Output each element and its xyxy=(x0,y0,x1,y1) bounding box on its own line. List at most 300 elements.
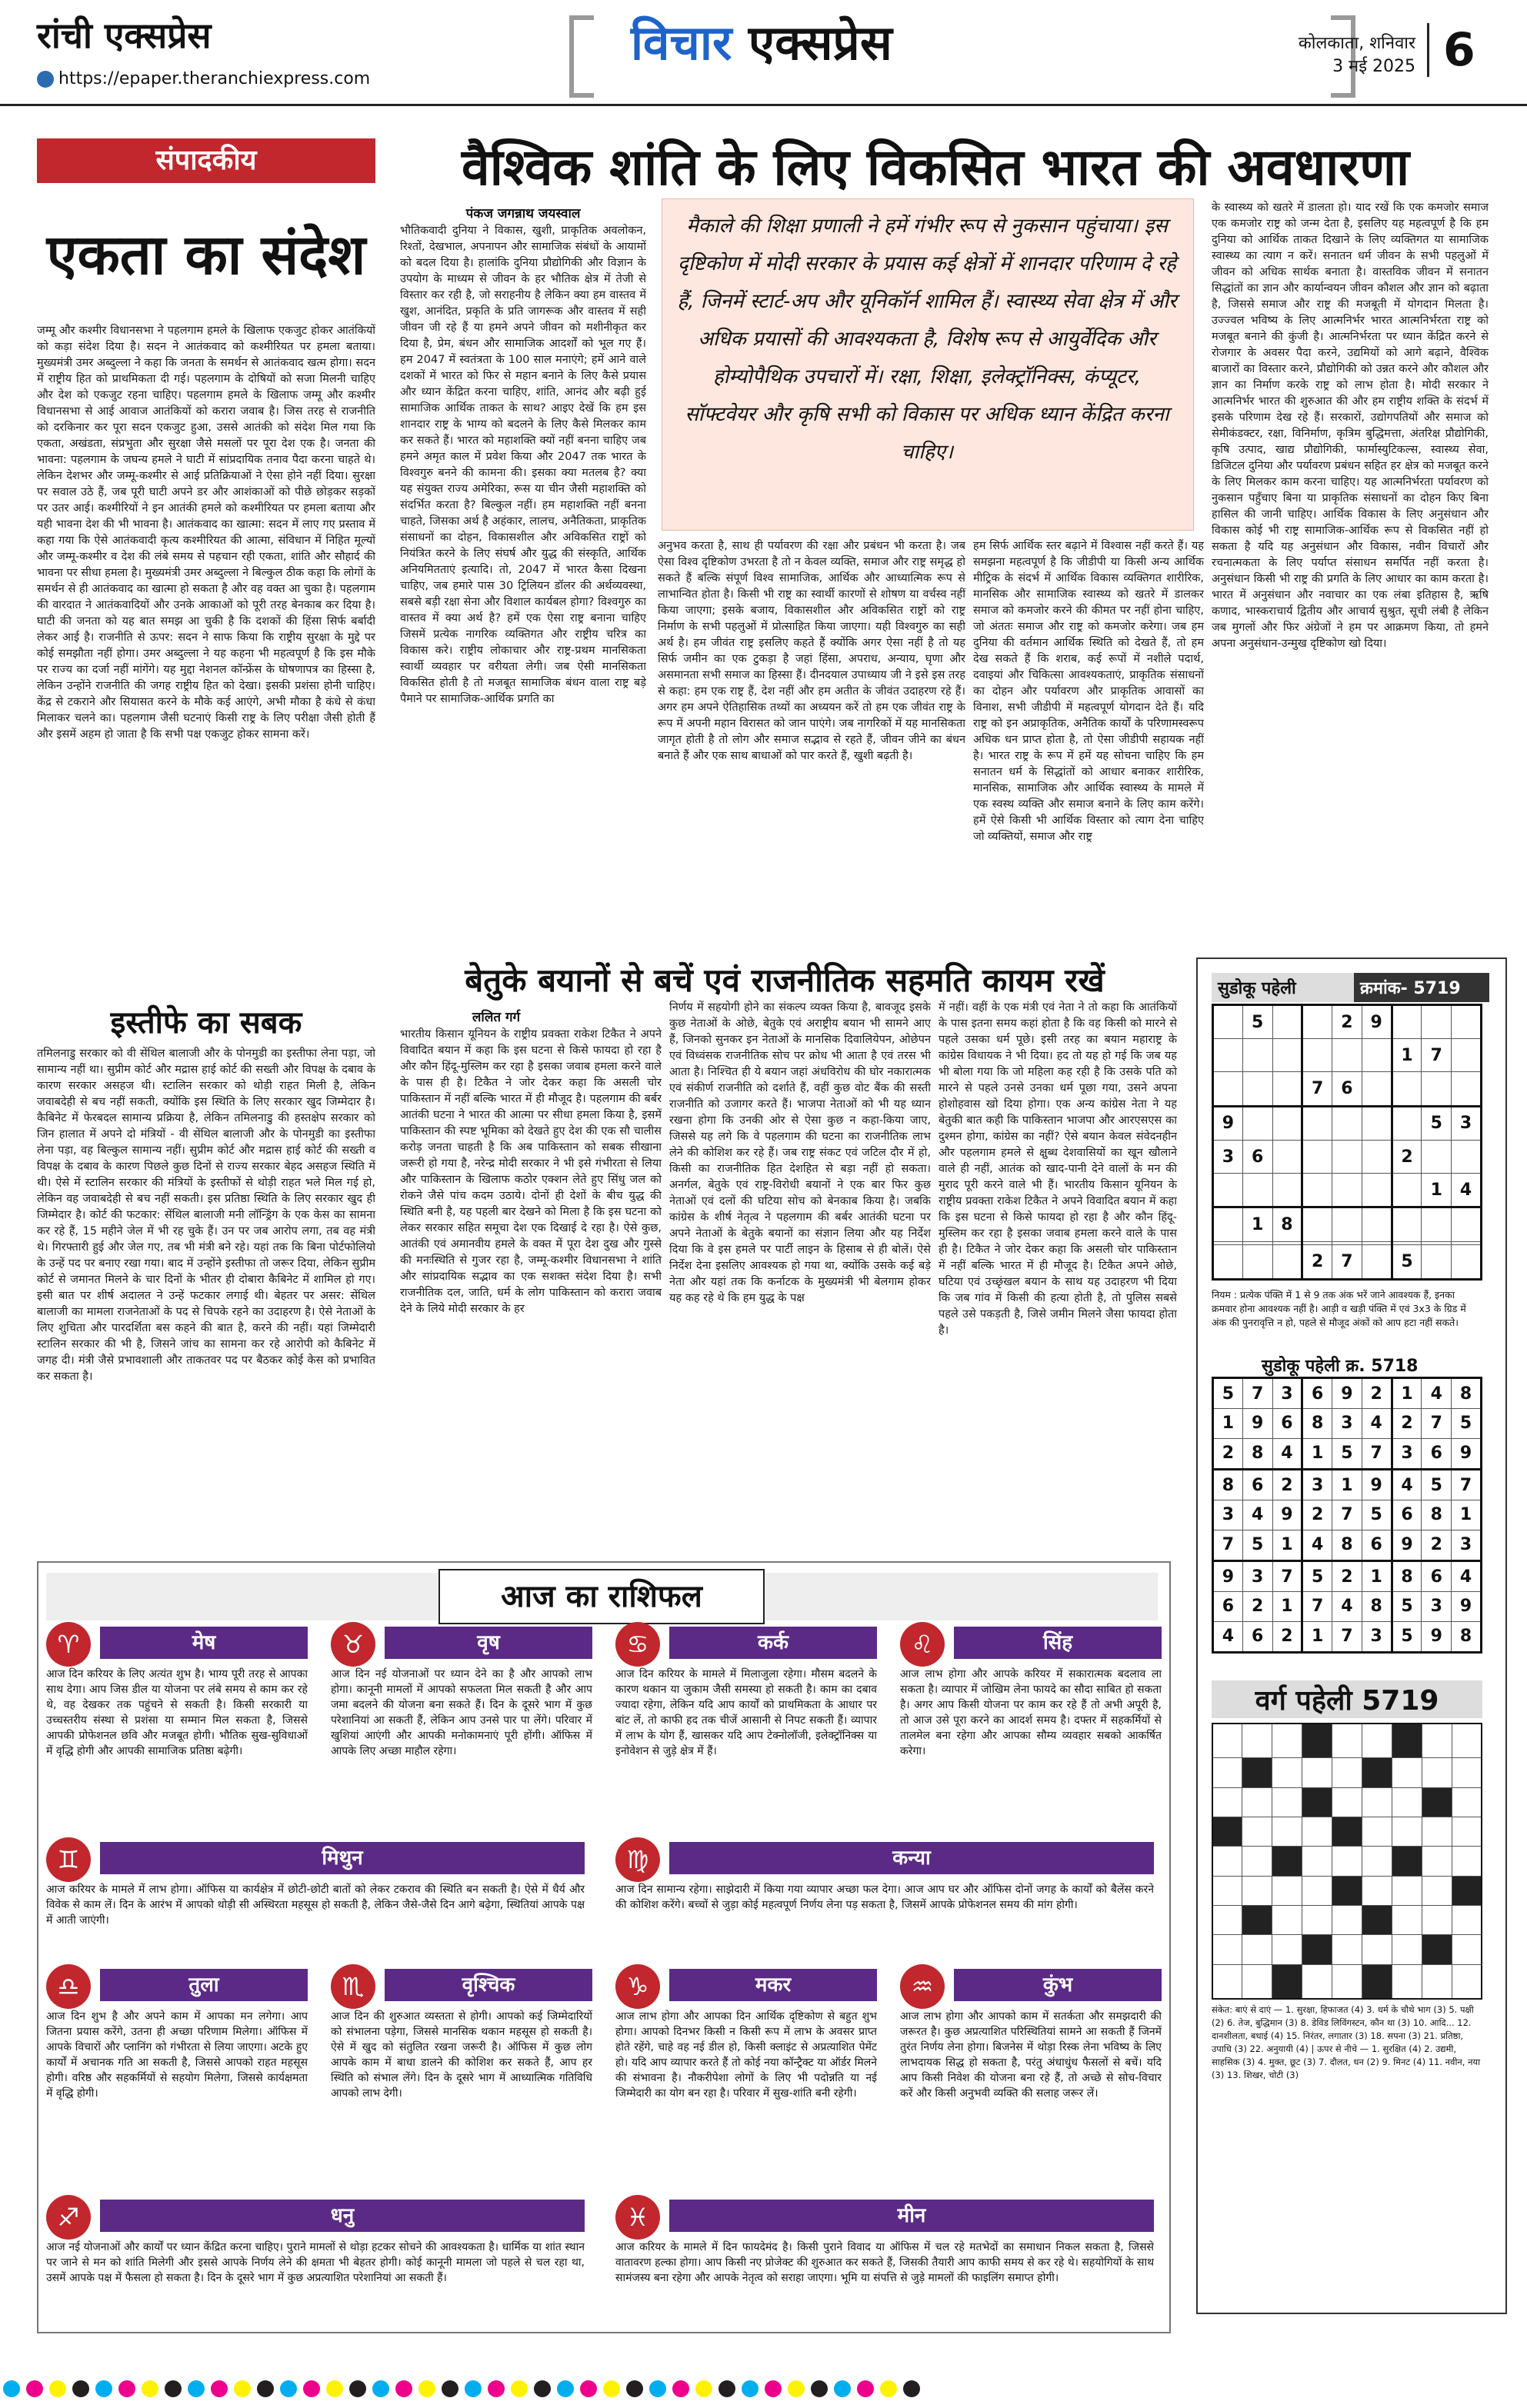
crossword-cell[interactable] xyxy=(1272,1724,1302,1758)
rashi-card xyxy=(46,1969,308,2170)
sudoku-cell: 1 xyxy=(1213,1409,1243,1439)
sudoku-cell[interactable] xyxy=(1242,1039,1272,1072)
article2-col1: भारतीय किसान यूनियन के राष्ट्रीय प्रवक्ता राकेश टिकैत ने अपने विवादित बयान में कहा कि इस घटना से किसे फायदा हो रहा है और कौन हिंदू-मुस्लिम कर रहा है इसका जवाब हमला करने वाले के पास ही है। टिकैत ने जोर देकर कहा कि असली चोर पाकिस्तान में नहीं बल्कि भारत में ही मौजूद है। पहलगाम की बर्बर आतंकी घटना ने भारत की आत्मा पर सीधा हमला किया है, इसमें पाकिस्तान की स्पष्ट भूमिका को देखते हुए देश की एक सौ चालीस करोड़ जनता चाहती है कि अब पाकिस्तान को सबक सीखाना जरूरी हो गया है, नरेन्द्र मोदी सरकार ने भी इसे गंभीरता से लिया और पाकिस्तान के खिलाफ कठोर एक्शन लेते हुए सिंधु जल को रोकने जैसे पांच कदम उठाये। दोनों ही देशों के बीच युद्ध की स्थिति बनी है, यह पहली बार देखने को मिला है कि इस घटना को लेकर सरकार सहित समूचा देश एक दिखाई दे रहा है। ऐसे कुछ, आतंकी एवं अमानवीय हमले के वक्त में पूरा देश दुख और गुस्से की मनःस्थिति से गुजर रहा है, जम्मू-कश्मीर विधानसभा ने शांति और सांप्रदायिक सद्भाव का एक सशक्त संदेश दिया है। सभी राजनीतिक दल, जाति, धर्म के लोग पाकिस्तान को करारा जवाब देने के लिये मोदी सरकार के हर xyxy=(400,1028,662,1315)
sudoku-cell[interactable] xyxy=(1302,1141,1332,1174)
sudoku-cell: 9 xyxy=(1272,1500,1302,1530)
crossword-cell[interactable] xyxy=(1272,1817,1302,1846)
sudoku-cell: 5 xyxy=(1392,1245,1422,1280)
sudoku-cell[interactable] xyxy=(1302,1005,1332,1039)
rashifal-title: आज का राशिफल xyxy=(438,1569,765,1624)
crossword-cell[interactable] xyxy=(1242,1964,1272,1999)
sudoku-row xyxy=(1213,1530,1482,1560)
sudoku-cell: 4 xyxy=(1452,1560,1482,1591)
resign-title: इस्तीफे का सबक xyxy=(110,1005,302,1041)
sudoku-cell: 1 xyxy=(1422,1174,1452,1207)
crossword-cell[interactable] xyxy=(1452,1724,1482,1758)
crossword-cell[interactable] xyxy=(1452,1787,1482,1817)
crossword-cell[interactable] xyxy=(1392,1758,1422,1787)
registration-dot xyxy=(372,2380,389,2397)
crossword-cell[interactable] xyxy=(1212,1964,1242,1999)
sudoku-cell: 2 xyxy=(1332,1005,1362,1039)
registration-dot xyxy=(257,2380,274,2397)
sudoku1-grid[interactable] xyxy=(1212,1004,1482,1281)
brand-logo: रांची एक्सप्रेस xyxy=(37,15,212,56)
sudoku-cell[interactable] xyxy=(1213,1207,1243,1241)
sudoku-cell[interactable] xyxy=(1392,1005,1422,1039)
sudoku-cell: 4 xyxy=(1422,1378,1452,1409)
crossword-cell[interactable] xyxy=(1392,1964,1422,1999)
sudoku-cell: 8 xyxy=(1362,1592,1392,1622)
article1-author: पंकज जगन्नाथ जयस्वाल xyxy=(465,206,581,221)
sudoku-cell: 1 xyxy=(1272,1530,1302,1560)
sudoku-cell: 4 xyxy=(1452,1174,1482,1207)
crossword-row xyxy=(1212,1787,1482,1817)
sudoku-cell: 3 xyxy=(1213,1141,1243,1174)
crossword-cell[interactable] xyxy=(1242,1876,1272,1905)
crossword-cell[interactable] xyxy=(1452,1935,1482,1964)
sudoku-cell[interactable] xyxy=(1362,1039,1392,1072)
crossword-cell[interactable] xyxy=(1242,1935,1272,1964)
crossword-cell[interactable] xyxy=(1452,1817,1482,1846)
sudoku-cell: 7 xyxy=(1213,1530,1243,1560)
sudoku-cell: 9 xyxy=(1422,1621,1452,1652)
rashi-name: मेष xyxy=(100,1627,308,1659)
crossword-cell[interactable] xyxy=(1212,1724,1242,1758)
sudoku-cell: 8 xyxy=(1332,1530,1362,1560)
sudoku-row xyxy=(1213,1141,1482,1174)
registration-dot xyxy=(303,2380,320,2397)
registration-dot xyxy=(142,2380,158,2397)
crossword-cell[interactable] xyxy=(1302,1964,1332,1999)
sudoku-cell: 9 xyxy=(1213,1560,1243,1591)
sudoku-cell[interactable] xyxy=(1452,1141,1482,1174)
rashi-text: आज दिन करियर के मामले में मिलाजुला रहेगा। मौसम बदलने के कारण थकान या जुकाम जैसी समस्या हो सकती है। काम का दबाव ज्यादा रहेगा, लेकिन यदि आप कार्यों को प्राथमिकता के आधार पर बांट लें, तो काफी हद तक चीजें आसानी से निपट सकती हैं। व्यापार में लाभ के योग हैं, खासकर यदि आप टेक्नोलॉजी, इलेक्ट्रॉनिक्स या इनोवेशन से जुड़े क्षेत्र में हैं। xyxy=(615,1668,877,1757)
crossword-cell[interactable] xyxy=(1422,1724,1452,1758)
crossword-cell[interactable] xyxy=(1272,1758,1302,1787)
crossword-cell[interactable] xyxy=(1302,1758,1332,1787)
crossword-cell[interactable] xyxy=(1332,1847,1362,1876)
zodiac-1-icon: ♈ xyxy=(46,1622,91,1667)
sudoku-cell: 6 xyxy=(1213,1592,1243,1622)
sudoku-cell: 7 xyxy=(1332,1245,1362,1280)
crossword-title: वर्ग पहेली 5719 xyxy=(1212,1680,1482,1718)
crossword-cell[interactable] xyxy=(1452,1758,1482,1787)
rashi-text: आज करियर के मामले में लाभ होगा। ऑफिस या कार्यक्षेत्र में छोटी-छोटी बातों को लेकर टकराव की स्थिति बन सकती है। ऐसे में धैर्य और विवेक से काम लें। दिन के आरंभ में आपको थोड़ी सी अस्थिरता महसूस हो सकती है, लेकिन जैसे-जैसे दिन आगे बढ़ेगा, स्थितियां आपके पक्ष में आती जाएंगी। xyxy=(46,1883,585,1927)
sudoku-cell[interactable] xyxy=(1452,1207,1482,1241)
sudoku-cell: 9 xyxy=(1452,1592,1482,1622)
sudoku-cell[interactable] xyxy=(1422,1141,1452,1174)
sudoku-cell: 7 xyxy=(1242,1378,1272,1409)
zodiac-7-icon: ♎ xyxy=(46,1964,91,2009)
sudoku-cell: 6 xyxy=(1242,1621,1272,1652)
crossword-cell[interactable] xyxy=(1452,1905,1482,1934)
zodiac-6-icon: ♍ xyxy=(615,1837,660,1882)
registration-dot xyxy=(626,2380,643,2397)
sudoku-cell[interactable] xyxy=(1452,1245,1482,1280)
sudoku2-grid xyxy=(1212,1377,1482,1654)
crossword-cell[interactable] xyxy=(1422,1964,1452,1999)
crossword-cell[interactable] xyxy=(1362,1787,1392,1817)
sudoku-cell[interactable] xyxy=(1362,1174,1392,1207)
epaper-url[interactable] xyxy=(37,69,370,88)
crossword-cell[interactable] xyxy=(1302,1876,1332,1905)
resign-body: तमिलनाडु सरकार को वी सेंथिल बालाजी और के पोनमुडी का इस्तीफा लेना पड़ा, जो सामान्य नहीं था। सुप्रीम कोर्ट और मद्रास हाई कोर्ट की सख्ती और विपक्ष के दबाव के कारण सरकार असहज थी। स्टालिन सरकार को थोड़ी राहत मिली है, लेकिन जवाबदेही से बच नहीं सकती, क्योंकि इस स्थिति के लिए सरकार खुद जिम्मेदार है। कैबिनेट में फेरबदल सामान्य प्रक्रिया है, लेकिन तमिलनाडु की हस्तक्षेप सरकार को जिन हालात में अपने दो मंत्रियों - वी सेंथिल बालाजी और के पोनमुडी का इस्तीफा लेना पड़ा, वह बिल्कुल सामान्य नहीं। सुप्रीम कोर्ट और मद्रास हाई कोर्ट की सख्ती व विपक्ष के दबाव के कारण पिछले कुछ दिनों से राज्य सरकार बेहद असहज स्थिति में थी। ऐसे में स्टालिन सरकार की मंत्रियों के इस्तीफों से थोड़ी राहत भले मिल गई हो, लेकिन वह जवाबदेही से बच नहीं सकती। इस प्रतिष्ठा स्थिति के लिए सरकार खुद ही जिम्मेदार है। कोर्ट की फटकार: सेंथिल बालाजी मनी लॉन्ड्रिंग के एक केस का सामना कर रहे हैं, 15 महीने जेल में भी रह चुके हैं। उन पर जब आरोप लगा, तब वह मंत्री थे। गिरफ्तारी हुई और जेल गए, तब भी मंत्री बने रहे। यहां तक कि बिना पोर्टफोलियो के उन्हें पद पर बनाए रखा गया। बाद में उन्होंने इस्तीफा तो जरूर दिया, लेकिन सुप्रीम कोर्ट से जमानत मिलने के चार दिनों के भीतर ही दोबारा कैबिनेट में शामिल हो गए। इसी बात पर शीर्ष अदालत ने उन्हें फटकार लगाई थी। बेहतर पर असर: सेंथिल बालाजी का मामला राजनेताओं के पद से चिपके रहने का उदाहरण है। ऐसे नेताओं के लिए शुचिता और पारदर्शिता बस कहने की बात है, करने की नहीं। यहां जिम्मेदारी स्टालिन सरकार की भी है, जिसने जांच का सामना कर रहे आरोपी को कैबिनेट में जगह दी। मंत्री जैसे प्रभावशाली और ताकतवर पद पर बैठकर कोई केस को प्रभावित कर सकता है। xyxy=(37,1047,375,1383)
sudoku-cell: 2 xyxy=(1422,1530,1452,1560)
sudoku-cell[interactable] xyxy=(1272,1039,1302,1072)
sudoku-row xyxy=(1213,1621,1482,1652)
crossword-cell[interactable] xyxy=(1242,1847,1272,1876)
crossword-cell[interactable] xyxy=(1212,1758,1242,1787)
sudoku-cell: 3 xyxy=(1422,1592,1452,1622)
registration-dot xyxy=(695,2380,712,2397)
sudoku-cell: 5 xyxy=(1422,1106,1452,1140)
crossword-block xyxy=(1302,1724,1332,1758)
rashi-name: वृष xyxy=(385,1627,592,1659)
registration-dot xyxy=(188,2380,205,2397)
crossword-cell[interactable] xyxy=(1362,1724,1392,1758)
sudoku-row xyxy=(1213,1500,1482,1530)
crossword-block xyxy=(1302,1787,1332,1817)
crossword-row xyxy=(1212,1964,1482,1999)
sudoku-cell[interactable] xyxy=(1272,1245,1302,1280)
crossword-block xyxy=(1362,1758,1392,1787)
zodiac-5-icon: ♊ xyxy=(46,1837,91,1882)
sudoku-cell: 3 xyxy=(1452,1106,1482,1140)
page-number: 6 xyxy=(1427,23,1475,77)
sudoku-cell[interactable] xyxy=(1302,1039,1332,1072)
registration-dot xyxy=(72,2380,89,2397)
sudoku-row xyxy=(1213,1245,1482,1280)
crossword-block xyxy=(1302,1935,1332,1964)
sudoku-cell: 7 xyxy=(1422,1409,1452,1439)
crossword-cell[interactable] xyxy=(1332,1724,1362,1758)
sudoku-cell[interactable] xyxy=(1332,1141,1362,1174)
sudoku-cell: 7 xyxy=(1332,1621,1362,1652)
crossword-cell[interactable] xyxy=(1272,1905,1302,1934)
sudoku-cell: 2 xyxy=(1242,1592,1272,1622)
rashi-card xyxy=(615,2200,1154,2324)
editorial-label: संपादकीय xyxy=(37,138,375,183)
crossword-cell[interactable] xyxy=(1332,1787,1362,1817)
sudoku-cell: 4 xyxy=(1213,1621,1243,1652)
sudoku-cell: 7 xyxy=(1452,1469,1482,1500)
registration-dot xyxy=(742,2380,758,2397)
crossword-row xyxy=(1212,1876,1482,1905)
crossword-cell[interactable] xyxy=(1272,1935,1302,1964)
sudoku-cell: 2 xyxy=(1272,1469,1302,1500)
sudoku-cell: 6 xyxy=(1302,1378,1332,1409)
rashi-card xyxy=(900,1969,1162,2170)
sudoku-cell[interactable] xyxy=(1302,1174,1332,1207)
article1-col-mid-a: अनुभव करता है, साथ ही पर्यावरण की रक्षा और प्रबंधन भी करता है। जब ऐसा विश्व दृष्टिकोण उभरता है तो न केवल व्यक्ति, समाज और राष्ट्र समृद्ध हो सकते हैं बल्कि संपूर्ण विश्व सामाजिक, आर्थिक और आध्यात्मिक रूप से लाभान्वित होता है। किसी भी राष्ट्र का स्वार्थी कारणों से शोषण या वर्चस्व नहीं किया जाएगा; इसके बजाय, विकासशील और अविकसित राष्ट्रों को राष्ट्र निर्माण के सभी पहलुओं में प्रोत्साहित किया जाएगा। यही विश्वगुरु का सही अर्थ है। हम जीवंत राष्ट्र इसलिए कहते हैं क्योंकि अगर ऐसा नहीं है तो यह सिर्फ जमीन का एक टुकड़ा है जहां हिंसा, अपराध, अन्याय, घृणा और असमानता सभी समाज का हिस्सा हैं। दीनदयाल उपाध्याय जी ने इसे इस तरह से कहा: हम एक राष्ट्र हैं, देश नहीं और हम अतीत के जीवंत उदाहरण रहे हैं। अगर हम अपने ऐतिहासिक तथ्यों का अध्ययन करें तो हम एक जीवंत राष्ट्र के रूप में अपनी महान विरासत को जान पाएंगे। जब नागरिकों में यह मानसिकता जागृत होती है तो लोग और समाज सद्भाव से रहते हैं, जीवन जीने का बंधन बनाते हैं और एक साथ बाधाओं को पार करते हैं, खुशी बढ़ती है। xyxy=(658,540,965,762)
crossword-cell[interactable] xyxy=(1332,1935,1362,1964)
crossword-cell[interactable] xyxy=(1272,1787,1302,1817)
sudoku-cell[interactable] xyxy=(1452,1039,1482,1072)
sudoku-cell: 7 xyxy=(1332,1500,1362,1530)
sudoku-cell[interactable] xyxy=(1213,1005,1243,1039)
crossword-cell[interactable] xyxy=(1212,1905,1242,1934)
sudoku-cell[interactable] xyxy=(1362,1141,1392,1174)
registration-dot xyxy=(857,2380,874,2397)
crossword-block xyxy=(1242,1905,1272,1934)
crossword-cell[interactable] xyxy=(1392,1787,1422,1817)
sudoku-cell[interactable] xyxy=(1362,1207,1392,1241)
sudoku-row xyxy=(1213,1207,1482,1241)
crossword-cell[interactable] xyxy=(1392,1817,1422,1846)
crossword-row xyxy=(1212,1758,1482,1787)
sudoku-cell: 3 xyxy=(1242,1560,1272,1591)
sudoku-cell[interactable] xyxy=(1242,1106,1272,1140)
registration-dot xyxy=(326,2380,343,2397)
sudoku-cell: 3 xyxy=(1302,1469,1332,1500)
sudoku-row xyxy=(1213,1005,1482,1039)
sudoku-cell: 7 xyxy=(1272,1560,1302,1591)
sudoku-cell: 6 xyxy=(1392,1500,1422,1530)
crossword-row xyxy=(1212,1817,1482,1846)
crossword-block xyxy=(1272,1964,1302,1999)
registration-dot xyxy=(442,2380,458,2397)
sudoku-cell[interactable] xyxy=(1332,1207,1362,1241)
crossword-row xyxy=(1212,1935,1482,1964)
sudoku-cell[interactable] xyxy=(1302,1106,1332,1140)
registration-dot xyxy=(234,2380,251,2397)
sudoku-cell: 4 xyxy=(1272,1438,1302,1469)
crossword-cell[interactable] xyxy=(1332,1964,1362,1999)
sudoku-cell[interactable] xyxy=(1272,1106,1302,1140)
crossword-cell[interactable] xyxy=(1242,1724,1272,1758)
crossword-cell[interactable] xyxy=(1332,1758,1362,1787)
article2-author: ललित गर्ग xyxy=(472,1010,521,1025)
sudoku-cell[interactable] xyxy=(1362,1072,1392,1106)
rashi-card xyxy=(46,1627,308,1828)
editorial-title: एकता का संदेश xyxy=(46,222,366,287)
crossword-cell[interactable] xyxy=(1212,1876,1242,1905)
rashi-text: आज लाभ होगा और आपका दिन आर्थिक दृष्टिकोण से बहुत शुभ होगा। आपको दिनभर किसी न किसी रूप में लाभ के अवसर प्राप्त होते रहेंगे, चाहे वह नई डील हो, किसी क्लाइंट से अप्रत्याशित पेमेंट हो। यदि आप व्यापार करते हैं तो कोई नया कॉन्ट्रैक्ट या ऑर्डर मिलने की संभावना है। नौकरीपेशा लोगों के लिए भी पदोन्नति या नई जिम्मेदारी का योग बन रहा है। परिवार में सुख-शांति बनी रहेगी। xyxy=(615,2010,877,2100)
crossword-cell[interactable] xyxy=(1242,1817,1272,1846)
crossword-table xyxy=(1212,1723,1482,2000)
sudoku-cell: 5 xyxy=(1392,1621,1422,1652)
sudoku-cell[interactable] xyxy=(1422,1245,1452,1280)
rashi-text: आज दिन की शुरुआत व्यस्तता से होगी। आपको कई जिम्मेदारियों को संभालना पड़ेगा, जिससे मानसिक थकान महसूस हो सकती है। ऐसे में खुद को संतुलित रखना जरूरी है। ऑफिस में कुछ लोग आपके काम में बाधा डालने की कोशिश कर सकते हैं, आप हर स्थिति को संभाल लेंगे। दिन के दूसरे भाग में आध्यात्मिक गतिविधि आपको लाभ देगी। xyxy=(331,2010,592,2100)
sudoku-cell: 1 xyxy=(1332,1469,1362,1500)
crossword-cell[interactable] xyxy=(1362,1935,1392,1964)
sudoku-cell[interactable] xyxy=(1272,1141,1302,1174)
article1-col-left: भौतिकवादी दुनिया ने विकास, खुशी, प्राकृतिक अवलोकन, रिश्तों, देखभाल, अपनापन और सामाजिक संबंधों के आयामों को बदल दिया है। हालांकि दुनिया प्रौद्योगिकी और विज्ञान के उपयोग के माध्यम से जीवन के हर भौतिक क्षेत्र में तेजी से विस्तार कर रही है, जो सराहनीय है लेकिन क्या हम वास्तव में खुश, आनंदित, प्रकृति के प्रति जागरूक और वास्तव में सही जीवन जी रहे हैं या हमने अपने जीवन को मशीनीकृत कर दिया है, प्रेम, बंधन और सामाजिक आदर्शों को भूल गए हैं। हम 2047 में स्वतंत्रता के 100 साल मनाएंगे; हमें आने वाले दशकों में भारत को फिर से महान बनाने के लिए कैसे प्रयास और ध्यान केंद्रित करना चाहिए, शांति, आनंद और बढ़ी हुई सामाजिक आर्थिक ताकत के साथ? आइए देखें कि हम इस शानदार राष्ट्र के भाग्य को बदलने के लिए कैसे मिलकर काम कर सकते हैं। भारत को महाशक्ति क्यों नहीं बनना चाहिए जब हमने अमृत काल में प्रवेश किया और 2047 तक भारत के विश्वगुरु बनने की कामना की। इसका क्या मतलब है? क्या यह संयुक्त राज्य अमेरिका, रूस या चीन जैसी महाशक्ति को संदर्भित करता है? बिल्कुल नहीं। हम महाशक्ति नहीं बनना चाहते, जिसका अर्थ है अहंकार, लालच, अनैतिकता, प्राकृतिक संसाधनों का दोहन, विकासशील और अविकसित राष्ट्रों को नियंत्रित करने के लिए संघर्ष और युद्ध की संस्कृति, आर्थिक अनियमितताएं इत्यादि। तो, 2047 में भारत कैसा दिखना चाहिए, जब हमारे पास 30 ट्रिलियन डॉलर की अर्थव्यवस्था, सबसे बड़ी रक्षा सेना और विशाल कार्यबल होगा? विश्वगुरु का वास्तव में क्या अर्थ है? हमें एक ऐसा राष्ट्र बनाना चाहिए जिसमें प्रत्येक नागरिक व्यक्तिगत और राष्ट्रीय चरित्र का विकास करे। राष्ट्रीय लोकाचार और राष्ट्र-प्रथम मानसिकता स्वार्थी व्यवहार पर वरीयता लेगी। जब ऐसी मानसिकता विकसित होती है तो मजबूत सामाजिक बंधन वाला राष्ट्र बड़े पैमाने पर सामाजिक-आर्थिक प्रगति का xyxy=(400,225,646,705)
crossword-cell[interactable] xyxy=(1212,1935,1242,1964)
crossword-cell[interactable] xyxy=(1392,1876,1422,1905)
rashi-card xyxy=(615,1842,1154,1967)
zodiac-11-icon: ♐ xyxy=(46,2195,91,2240)
article1-col-right: के स्वास्थ्य को खतरे में डालता हो। याद रखें कि एक कमजोर समाज एक कमजोर राष्ट्र को जन्म देता है, इसलिए यह महत्वपूर्ण है कि हम दुनिया को आर्थिक ताकत दिखाने के लिए व्यक्तिगत या सामाजिक स्वास्थ्य का त्याग न करें। सनातन धर्म जीवन के सभी पहलुओं में जीवन को अधिक सार्थक बनाता है। वास्तविक जीवन में सनातन सिद्धांतों का ज्ञान और कार्यान्वयन जीवन कौशल और ज्ञान को बढ़ाता है, जिससे समाज और राष्ट्र की मजबूती में योगदान मिलता है। उज्ज्वल भविष्य के लिए आत्मनिर्भर भारत आत्मनिर्भरता राष्ट्र को मजबूत बनाने की कुंजी है। आत्मनिर्भरता पर ध्यान केंद्रित करने से रोजगार के अवसर पैदा करने, उद्यमियों को आगे बढ़ाने, वैश्विक बाजारों का विस्तार करने, प्रौद्योगिकी को उन्नत करने और कौशल और ज्ञान का निर्माण करके राष्ट्र को लाभ होता है। मोदी सरकार ने आत्मनिर्भर भारत की शुरुआत की और हम राष्ट्रीय शक्ति के संदर्भ में इसके परिणाम देख रहे हैं। सरकारों, उद्योगपतियों और समाज को सेमीकंडक्टर, रक्षा, विनिर्माण, कृत्रिम बुद्धिमत्ता, अंतरिक्ष प्रौद्योगिकी, कृषि उत्पाद, खाद्य प्रौद्योगिकी, फार्मास्युटिकल्स, स्वास्थ्य सेवा, डिजिटल दुनिया और पर्यावरण प्रबंधन सहित हर क्षेत्र को मजबूत करने के लिए मिलकर काम करना चाहिए। यह आत्मनिर्भरता पर्यावरण को नुकसान पहुँचाए बिना या प्राकृतिक संसाधनों का दोहन किए बिना हासिल की जानी चाहिए। आर्थिक विकास के लिए अनुसंधान और विकास कोई भी राष्ट्र सामाजिक-आर्थिक रूप से विकसित नहीं हो सकता है यदि यह अनुसंधान और विकास, नवीन विचारों और रचनात्मकता के लिए पर्याप्त संसाधन समर्पित नहीं करता है। अनुसंधान किसी भी राष्ट्र की प्रगति के लिए आधार का काम करता है। भारत में अनुसंधान और नवाचार का एक लंबा इतिहास है, ऋषि कणाद, भास्कराचार्य द्वितीय और आचार्य सुश्रुत, सूची लंबी है लेकिन जब मुगलों और फिर अंग्रेजों ने हम पर आक्रमण किया, तो हमने अपना अनुसंधान-उन्मुख दृष्टिकोण खो दिया। xyxy=(1212,201,1489,650)
sudoku-table xyxy=(1212,1004,1482,1281)
sudoku-cell[interactable] xyxy=(1332,1106,1362,1140)
sudoku-cell[interactable] xyxy=(1422,1072,1452,1106)
crossword-cell[interactable] xyxy=(1362,1876,1392,1905)
crossword-cell[interactable] xyxy=(1332,1905,1362,1934)
sudoku-cell[interactable] xyxy=(1452,1005,1482,1039)
rashi-name: मकर xyxy=(669,1969,877,2001)
registration-dot xyxy=(26,2380,43,2397)
registration-dot xyxy=(580,2380,597,2397)
sudoku-row xyxy=(1213,1072,1482,1106)
crossword-block xyxy=(1422,1787,1452,1817)
sudoku-cell: 4 xyxy=(1332,1592,1362,1622)
zodiac-3-icon: ♋ xyxy=(615,1622,660,1667)
crossword-row xyxy=(1212,1905,1482,1934)
sudoku-row xyxy=(1213,1469,1482,1500)
registration-dot xyxy=(880,2380,897,2397)
sudoku-cell[interactable] xyxy=(1213,1245,1243,1280)
sudoku-cell: 6 xyxy=(1422,1438,1452,1469)
rashi-text: आज लाभ होगा और आपको काम में सतर्कता और समझदारी की जरूरत है। कुछ अप्रत्याशित परिस्थितियां सामने आ सकती हैं जिनमें तुरंत निर्णय लेना होगा। बिजनेस में थोड़ा रिस्क लेना भविष्य के लिए लाभदायक सिद्ध हो सकता है, परंतु अंधाधुंध फैसलों से बचें। यदि आप किसी निवेश की योजना बना रहे हैं, तो अच्छे से सोच-विचार करें और किसी अनुभवी व्यक्ति की सलाह जरूर लें। xyxy=(900,2010,1162,2100)
sudoku-cell: 3 xyxy=(1332,1409,1362,1439)
sudoku-cell[interactable] xyxy=(1332,1039,1362,1072)
crossword-grid[interactable] xyxy=(1212,1723,1482,2000)
date: 3 मई 2025 xyxy=(1332,57,1415,76)
sudoku-cell: 5 xyxy=(1332,1438,1362,1469)
sudoku-row xyxy=(1213,1106,1482,1140)
crossword-cell[interactable] xyxy=(1422,1905,1452,1934)
sudoku-cell: 5 xyxy=(1242,1005,1272,1039)
registration-dot xyxy=(511,2380,528,2397)
epaper-url-text[interactable]: https://epaper.theranchiexpress.com xyxy=(58,69,371,88)
sudoku-cell: 1 xyxy=(1272,1592,1302,1622)
registration-dot xyxy=(418,2380,435,2397)
sudoku-cell[interactable] xyxy=(1392,1072,1422,1106)
sudoku2-title: सुडोकू पहेली क्र. 5718 xyxy=(1262,1357,1419,1376)
sudoku-cell: 3 xyxy=(1392,1438,1422,1469)
crossword-cell[interactable] xyxy=(1452,1964,1482,1999)
sudoku-cell: 2 xyxy=(1392,1141,1422,1174)
crossword-cell[interactable] xyxy=(1452,1847,1482,1876)
rashi-name: कन्या xyxy=(669,1842,1154,1874)
rashi-text: आज करियर के मामले में दिन फायदेमंद है। किसी पुराने विवाद या ऑफिस में चल रहे मतभेदों का समाधान निकल सकता है, जिससे वातावरण हल्का होगा। आप किसी नए प्रोजेक्ट की शुरुआत कर सकते हैं, जिसकी तैयारी आप काफी समय से कर रहे थे। सहयोगियों के साथ सामंजस्य बना रहेगा और आपके नेतृत्व को सराहा जाएगा। भूमि या संपत्ति से जुड़े मामलों की फाइलिंग समाप्त होगी। xyxy=(615,2241,1154,2284)
sudoku-cell: 6 xyxy=(1362,1530,1392,1560)
rashi-text: आज दिन सामान्य रहेगा। साझेदारी में किया गया व्यापार अच्छा फल देगा। आज आप घर और ऑफिस दोनों जगह के कार्यों को बैलेंस करने की कोशिश करेंगे। बच्चों से जुड़ा कोई महत्वपूर्ण निर्णय लेना पड़ सकता है, जिसमें आपके प्रोफेशनल समय की मांग होगी। xyxy=(615,1883,1154,1911)
sudoku-cell: 4 xyxy=(1362,1409,1392,1439)
crossword-cell[interactable] xyxy=(1422,1758,1452,1787)
crossword-cell[interactable] xyxy=(1272,1876,1302,1905)
sudoku-cell: 7 xyxy=(1302,1592,1332,1622)
sudoku-cell[interactable] xyxy=(1213,1039,1243,1072)
sudoku-cell[interactable] xyxy=(1242,1072,1272,1106)
article2-col3: में नहीं। वहीं के एक मंत्री एवं नेता ने तो कहा कि आतंकियों के पास इतना समय कहां होता है कि वह किसी को मारने से पहले उसका धर्म पूछे। इसी तरह का बयान महाराष्ट्र के कांग्रेस विधायक ने भी दिया। हद तो यह हो गई कि जब यह भी बोला गया कि जो महिला कह रही है कि उसके पति को मारने से पहले उनसे उनका धर्म पूछा गया, उसने अपना होशोहवास खो दिया होगा। एक अन्य कांग्रेस नेता ने यह बेतुकी बात कही कि पाकिस्तान भाजपा और आरएसएस का दुश्मन होगा, कांग्रेस का नहीं? ऐसे बयान केवल संवेदनहीन और पहलगाम हमले से क्षुब्ध देशवासियों का खून खौलाने वाले ही नहीं, आतंक को खाद-पानी देने वालों के मन की मुराद पूरी करने वाले भी हैं। भारतीय किसान यूनियन के राष्ट्रीय प्रवक्ता राकेश टिकैत ने अपने विवादित बयान में कहा कि इस घटना से किसे फायदा हो रहा है और कौन हिंदू-मुस्लिम कर रहा है इसका जवाब हमला करने वाले के पास ही है। टिकैत ने जोर देकर कहा कि असली चोर पाकिस्तान में नहीं बल्कि भारत में ही मौजूद है। टिकैत अपने ओछे, घटिया एवं उच्छृंखल बयान के साथ यह उदाहरण भी दिया कि जब गांव में किसी की हत्या होती है, तो पुलिस सबसे पहले उसे पकड़ती है, जिसे जमीन मिलने जैसा फायदा होता है। xyxy=(939,1001,1177,1337)
crossword-cell[interactable] xyxy=(1212,1847,1242,1876)
sudoku-cell: 7 xyxy=(1422,1039,1452,1072)
registration-dot xyxy=(834,2380,851,2397)
registration-dot xyxy=(211,2380,228,2397)
sudoku-cell[interactable] xyxy=(1362,1245,1392,1280)
crossword-cell[interactable] xyxy=(1422,1817,1452,1846)
registration-dot xyxy=(118,2380,135,2397)
crossword-cell[interactable] xyxy=(1302,1817,1332,1846)
crossword-cell[interactable] xyxy=(1302,1847,1332,1876)
crossword-block xyxy=(1212,1817,1242,1846)
sudoku-cell: 7 xyxy=(1302,1072,1332,1106)
crossword-block xyxy=(1422,1935,1452,1964)
sudoku-cell[interactable] xyxy=(1302,1207,1332,1241)
sudoku-cell: 4 xyxy=(1242,1500,1272,1530)
sudoku-cell[interactable] xyxy=(1422,1005,1452,1039)
sudoku-cell[interactable] xyxy=(1392,1207,1422,1241)
sudoku-cell: 6 xyxy=(1242,1469,1272,1500)
sudoku-cell[interactable] xyxy=(1422,1207,1452,1241)
registration-dot xyxy=(49,2380,66,2397)
sudoku-cell: 5 xyxy=(1392,1592,1422,1622)
sudoku-cell: 4 xyxy=(1392,1469,1422,1500)
registration-dot xyxy=(788,2380,805,2397)
zodiac-10-icon: ♒ xyxy=(900,1964,945,2009)
crossword-cell[interactable] xyxy=(1242,1787,1272,1817)
zodiac-4-icon: ♌ xyxy=(900,1622,945,1667)
rashi-name: कर्क xyxy=(669,1627,877,1659)
sudoku-cell[interactable] xyxy=(1213,1072,1243,1106)
sudoku-cell[interactable] xyxy=(1213,1174,1243,1207)
rashi-text: आज लाभ होगा और आपके करियर में सकारात्मक बदलाव ला सकता है। व्यापार में जोखिम लेना फायदे का सौदा साबित हो सकता है। अगर आप किसी योजना पर काम कर रहे हैं तो अभी अपूरी है, तो आज उसे पूरा करने का आदर्श समय है। दफ्तर में सहकर्मियों से तालमेल बना रहेगा और आपका सौम्य व्यवहार सबको आकर्षित करेगा। xyxy=(900,1668,1162,1757)
color-registration-footer xyxy=(0,2373,1527,2406)
registration-dot xyxy=(165,2380,182,2397)
sudoku-cell[interactable] xyxy=(1392,1174,1422,1207)
crossword-block xyxy=(1242,1758,1272,1787)
registration-dot xyxy=(672,2380,689,2397)
crossword-cell[interactable] xyxy=(1392,1905,1422,1934)
sudoku-cell[interactable] xyxy=(1272,1174,1302,1207)
zodiac-2-icon: ♉ xyxy=(331,1622,375,1667)
crossword-cell[interactable] xyxy=(1362,1817,1392,1846)
sudoku-row xyxy=(1213,1174,1482,1207)
sudoku-cell[interactable] xyxy=(1242,1174,1272,1207)
editorial-body: जम्मू और कश्मीर विधानसभा ने पहलगाम हमले के खिलाफ एकजुट होकर आतंकियों को कड़ा संदेश दिया है। सदन ने आतंकवाद को कश्मीरियत पर हमला बताया। मुख्यमंत्री उमर अब्दुल्ला ने कहा कि जनता के समर्थन से आतंकवाद खत्म होगा। सदन में राष्ट्रीय हित को प्राथमिकता दी गई। पहलगाम के दोषियों को सजा मिलनी चाहिए और देश को एकजुट रहना चाहिए। पहलगाम हमले के खिलाफ जम्मू और कश्मीर विधानसभा से आई आवाज आतंकियों को करारा जवाब है। जिस तरह से राजनीति को दरकिनार कर पूरा सदन एकजुट हुआ, उससे आतंकी को संदेश मिल गया कि एकता, अखंडता, संप्रभुता और सुरक्षा जैसे मसलों पर पूरा देश एक है। जनता की भावना: पहलगाम के जघन्य हमले ने घाटी में सांप्रदायिक तनाव पैदा करना चाहते थे। लेकिन देशभर और जम्मू-कश्मीर से आई प्रतिक्रियाओं ने ऐसा होने नहीं दिया। सुरक्षा पर सवाल उठे हैं, जब पूरी घाटी अपने डर और आशंकाओं को पीछे छोड़कर सड़कों पर उतर आई। कश्मीरियों ने इन आतंकी हमले को कश्मीरियत पर हमला बताया और यही भावना देश की भी भावना है। आतंकवाद का खात्मा: सदन में लाए गए प्रस्ताव में कहा गया कि ऐसे आतंकवादी कृत्य कश्मीरियत की आत्मा, संविधान में निहित मूल्यों और जम्मू-कश्मीर व देश की लंबे समय से पहचान रही एकता, शांति और सौहार्द की भावना पर सीधा हमला है। मुख्यमंत्री उमर अब्दुल्ला ने बिल्कुल ठीक कहा कि लोगों के समर्थन से ही आतंकवाद का खात्मा हो सकता है और वह वक्त आ चुका है। पहलगाम की वारदात ने आतंकवादियों और उनके आकाओं को पूरी तरह बेनकाब कर दिया है। घाटी की जनता को यह बात समझ आ चुकी है कि दशकों की हिंसा सिर्फ बर्बादी लेकर आई है। राजनीति से ऊपर: सदन ने साफ किया कि राष्ट्रीय सुरक्षा के मुद्दे पर कोई समझौता नहीं होगा। उमर अब्दुल्ला ने यह कहना भी महत्वपूर्ण है कि इस मौके पर राज्य का दर्जा नहीं मांगेंगे। यह मुद्दा नेशनल कॉन्फ्रेंस के घोषणापत्र का हिस्सा है, लेकिन उन्होंने राजनीति की जगह राष्ट्रीय हित को देखा। इसकी प्रशंसा होनी चाहिए। केंद्र से टकराने और सियासत करने के मौके कई आएंगे, अभी मौका है कंधे से कंधा मिलाकर चलने का। पहलगाम जैसी घटनाएं किसी राष्ट्र के लिए परीक्षा जैसी होती हैं और इसमें अहम हो जाता है कि सभी पक्ष एकजुट होकर सामना करें। xyxy=(37,325,375,741)
sudoku-cell[interactable] xyxy=(1392,1106,1422,1140)
rashi-name: मिथुन xyxy=(100,1842,585,1874)
sudoku-cell[interactable] xyxy=(1242,1245,1272,1280)
sudoku-row xyxy=(1213,1039,1482,1072)
crossword-block xyxy=(1392,1724,1422,1758)
sudoku-cell: 9 xyxy=(1332,1378,1362,1409)
crossword-cell[interactable] xyxy=(1422,1847,1452,1876)
sudoku-cell: 2 xyxy=(1213,1438,1243,1469)
sudoku-cell: 9 xyxy=(1242,1409,1272,1439)
crossword-cell[interactable] xyxy=(1362,1847,1392,1876)
globe-icon xyxy=(37,71,54,88)
sudoku-cell[interactable] xyxy=(1332,1174,1362,1207)
sudoku-cell: 5 xyxy=(1242,1530,1272,1560)
sudoku-cell[interactable] xyxy=(1362,1106,1392,1140)
crossword-cell[interactable] xyxy=(1392,1935,1422,1964)
sudoku-cell: 8 xyxy=(1272,1207,1302,1241)
sudoku-cell: 1 xyxy=(1392,1039,1422,1072)
registration-dot xyxy=(649,2380,666,2397)
crossword-block xyxy=(1332,1876,1362,1905)
sudoku-cell: 5 xyxy=(1422,1469,1452,1500)
sudoku-cell: 2 xyxy=(1272,1621,1302,1652)
sudoku-cell[interactable] xyxy=(1452,1072,1482,1106)
dateline xyxy=(1250,31,1415,77)
crossword-cell[interactable] xyxy=(1212,1787,1242,1817)
sudoku-cell: 3 xyxy=(1213,1500,1243,1530)
sudoku-cell[interactable] xyxy=(1272,1072,1302,1106)
zodiac-9-icon: ♑ xyxy=(615,1964,660,2009)
registration-dot xyxy=(488,2380,505,2397)
sudoku-cell: 9 xyxy=(1362,1005,1392,1039)
crossword-block xyxy=(1362,1964,1392,1999)
crossword-cell[interactable] xyxy=(1422,1876,1452,1905)
sudoku-cell[interactable] xyxy=(1272,1005,1302,1039)
crossword-row xyxy=(1212,1847,1482,1876)
crossword-cell[interactable] xyxy=(1302,1905,1332,1934)
sudoku-cell: 1 xyxy=(1362,1560,1392,1591)
rashi-card xyxy=(331,1969,592,2170)
